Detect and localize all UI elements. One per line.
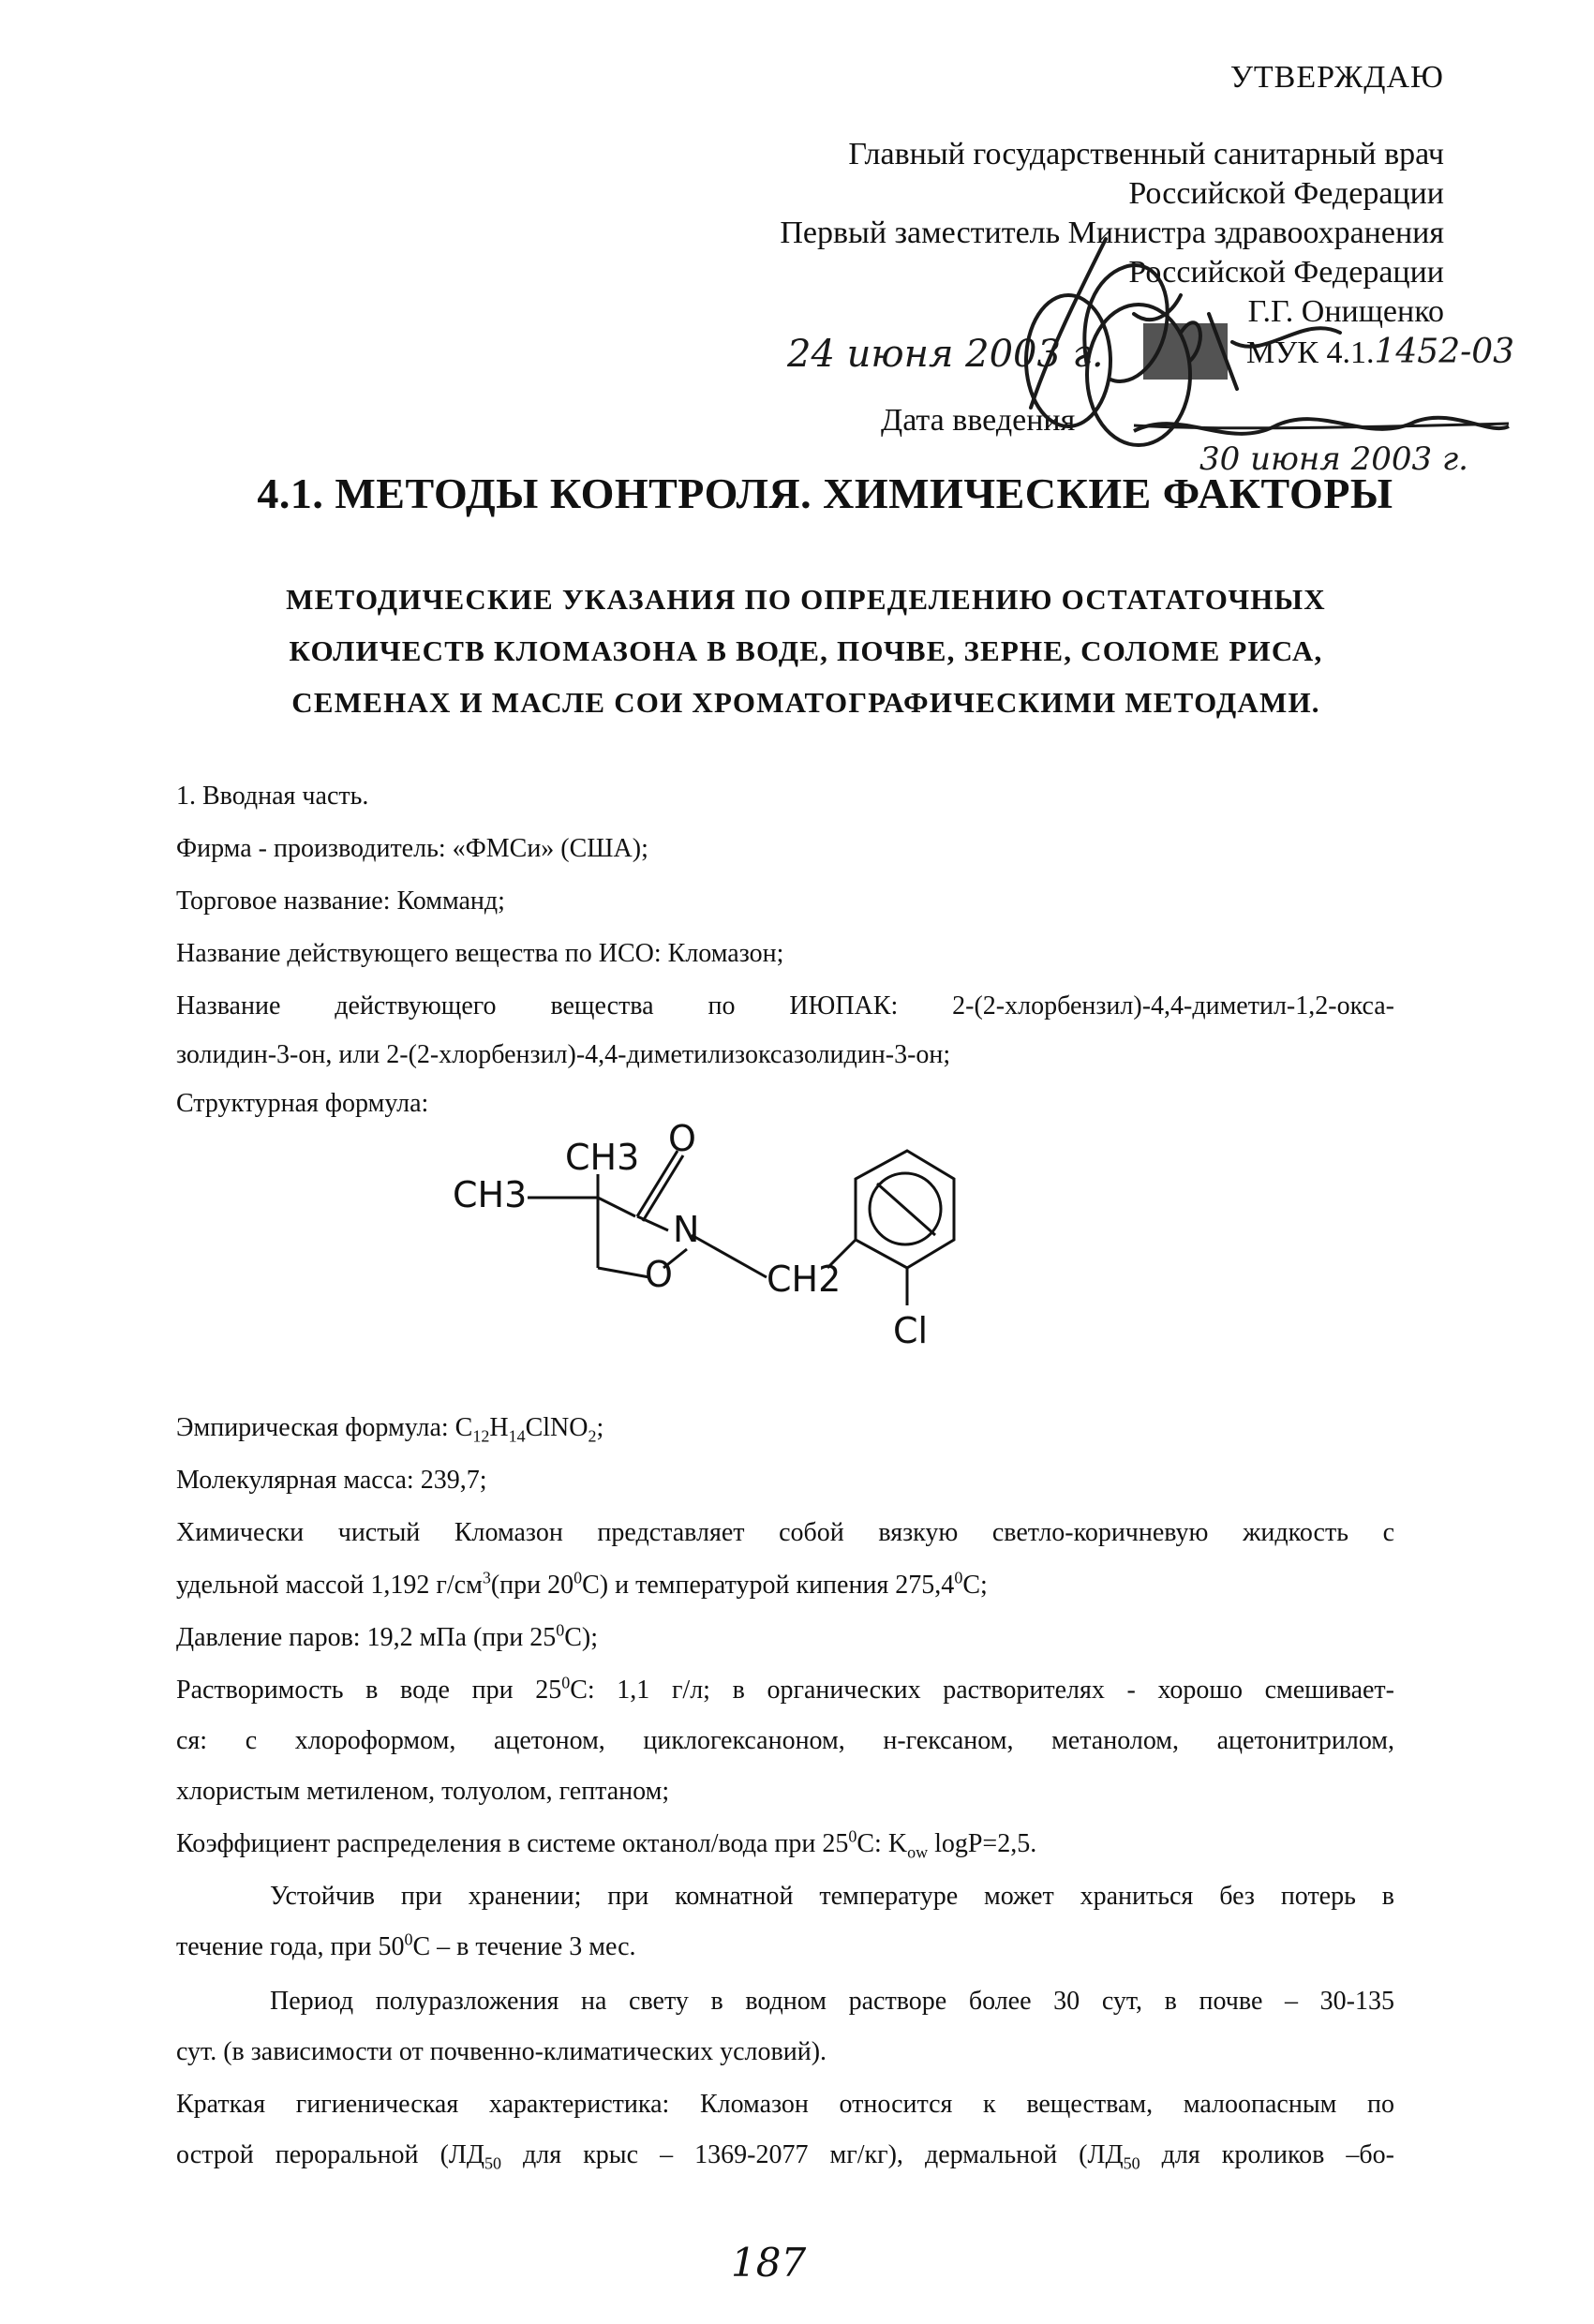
stability-line-1: Устойчив при хранении; при комнатной температуре может храниться без потерь в [270, 1882, 1394, 1911]
formula-ch2: CH2 [767, 1259, 842, 1300]
approval-line-1: Главный государственный санитарный врач [848, 137, 1444, 171]
formula-ch3-left: CH3 [453, 1174, 528, 1215]
empirical-formula: Эмпирическая формула: $C_{12}H_{14}ClNO_2$; [176, 1413, 604, 1446]
date-intro-label: Дата введения [881, 403, 1076, 438]
trade-name: Торговое название: Комманд; [176, 886, 505, 916]
date-scribble-icon [1125, 403, 1518, 459]
iupac-line-1: Название действующего вещества по ИЮПАК: 2-(2-хлорбензил)-4,4-диметил-1,2-окса- [176, 991, 1394, 1020]
subtitle [169, 574, 1443, 728]
hygiene-line-1: Краткая гигиеническая характеристика: Кломазон относится к веществам, малоопасным по [176, 2090, 1394, 2119]
doc-number-handwritten: 1452-03 [1374, 333, 1515, 371]
subtitle-line-3: СЕМЕНАХ И МАСЛЕ СОИ ХРОМАТОГРАФИЧЕСКИМИ МЕТОДАМИ. [291, 686, 1320, 719]
date-signed: 24 июня 2003 г. [787, 333, 1104, 376]
page-number: 187 [731, 2240, 807, 2286]
formula-ch3-top: CH3 [565, 1137, 640, 1178]
half-life-line-1: Период полуразложения на свету в водном растворе более 30 сут, в почве – 30-135 [270, 1987, 1394, 2016]
half-life-line-2: сут. (в зависимости от почвенно-климатических условий). [176, 2037, 827, 2066]
solubility-line-1: Растворимость в воде при $25^0С$: 1,1 г/л; в органических растворителях - хорошо смешивает- [176, 1673, 1394, 1705]
structural-label: Структурная формула: [176, 1089, 429, 1118]
formula-cl: Cl [893, 1310, 929, 1351]
approval-line-3: Первый заместитель Министра здравоохранения [780, 216, 1444, 250]
subtitle-line-2: КОЛИЧЕСТВ КЛОМАЗОНА В ВОДЕ, ПОЧВЕ, ЗЕРНЕ, СОЛОМЕ РИСА, [289, 634, 1323, 667]
chem-line-1: Химически чистый Кломазон представляет собой вязкую светло-коричневую жидкость с [176, 1518, 1394, 1547]
doc-number-label: МУК 4.1. [1246, 335, 1375, 370]
molar-mass: Молекулярная масса: 239,7; [176, 1466, 487, 1495]
section-heading: 1. Вводная часть. [176, 782, 369, 811]
chem-line-2: удельной массой 1,192 $г/см^3(при$ $20^0С$) и температурой кипения 275,4$^0$С; [176, 1568, 988, 1600]
formula-o-keto: O [668, 1118, 696, 1159]
partition-coefficient: Коэффициент распределения в системе октанол/вода при $25^0С$: $K_{ow}$ logP=2,5. [176, 1826, 1037, 1862]
formula-n: N [673, 1209, 700, 1250]
approval-heading: УТВЕРЖДАЮ [1229, 60, 1444, 95]
subtitle-line-1: МЕТОДИЧЕСКИЕ УКАЗАНИЯ ПО ОПРЕДЕЛЕНИЮ ОСТАТАТОЧНЫХ [286, 583, 1326, 616]
approval-line-2: Российской Федерации [1128, 176, 1444, 211]
date-intro-handwritten: 30 июня 2003 г. [1199, 440, 1468, 478]
stability-line-2: течение года, при $50^0С$ – в течение 3 мес. [176, 1929, 636, 1961]
solubility-line-2: ся: с хлороформом, ацетоном, циклогексаноном, н-гексаном, метанолом, ацетонитрилом, [176, 1726, 1394, 1755]
iupac-line-2: золидин-3-он, или 2-(2-хлорбензил)-4,4-диметилизоксазолидин-3-он; [176, 1040, 951, 1069]
approval-line-4: Российской Федерации [1128, 255, 1444, 290]
manufacturer: Фирма - производитель: «ФМСи» (США); [176, 834, 648, 863]
vapor-pressure: Давление паров: 19,2 мПа (при $25^0С$); [176, 1620, 599, 1652]
iso-name: Название действующего вещества по ИСО: Кломазон; [176, 939, 784, 968]
hygiene-line-2: острой пероральной ($ЛД_{50}$ для крыс – 1369-2077 мг/кг), дермальной ($ЛД_{50}$ для кроликов –бо- [176, 2140, 1394, 2173]
solubility-line-3: хлористым метиленом, толуолом, гептаном; [176, 1777, 670, 1806]
document-body [176, 782, 1394, 2173]
structural-formula [364, 1118, 1207, 1390]
approval-name: Г.Г. Онищенко [1247, 294, 1444, 329]
formula-o-ring: O [645, 1254, 673, 1295]
page-title: 4.1. МЕТОДЫ КОНТРОЛЯ. ХИМИЧЕСКИЕ ФАКТОРЫ [257, 469, 1393, 517]
